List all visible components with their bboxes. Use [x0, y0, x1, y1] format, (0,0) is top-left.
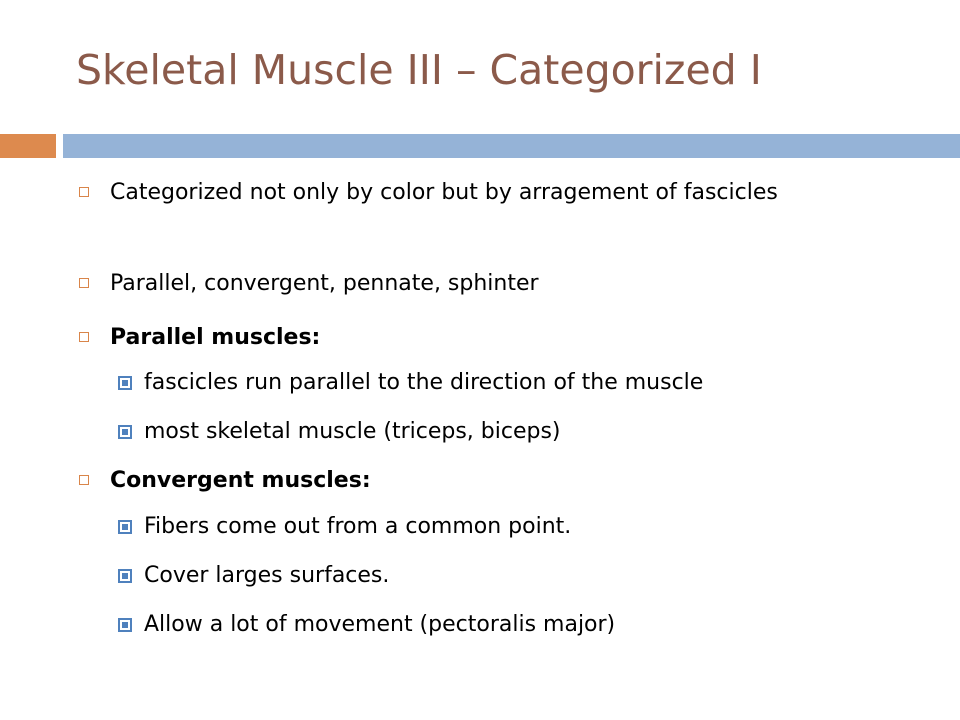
- filled-square-bullet-icon: [118, 425, 132, 439]
- sub-bullet-item: [116, 414, 896, 449]
- bullet-text: fascicles run parallel to the direction of the muscle: [144, 370, 704, 395]
- bullet-item: [76, 266, 886, 301]
- bullet-text: Cover larges surfaces.: [144, 563, 390, 588]
- square-bullet-icon: [79, 187, 89, 197]
- bullet-text: Convergent muscles:: [110, 468, 371, 493]
- bullet-text: Categorized not only by color but by arragement of fascicles: [110, 180, 778, 205]
- bullet-item: [76, 175, 886, 210]
- bullet-text: Fibers come out from a common point.: [144, 514, 572, 539]
- filled-square-bullet-icon: [118, 376, 132, 390]
- filled-square-bullet-icon: [118, 520, 132, 534]
- filled-square-bullet-icon: [118, 618, 132, 632]
- sub-bullet-item: [116, 607, 896, 642]
- bullet-text: Parallel muscles:: [110, 325, 321, 350]
- bullet-text: Parallel, convergent, pennate, sphinter: [110, 271, 539, 296]
- square-bullet-icon: [79, 332, 89, 342]
- slide-title: Skeletal Muscle III – Categorized I: [76, 46, 762, 94]
- sub-bullet-item: [116, 558, 896, 593]
- sub-bullet-item: [116, 509, 896, 544]
- sub-bullet-item: [116, 365, 896, 400]
- bullet-text: Allow a lot of movement (pectoralis major): [144, 612, 616, 637]
- bullet-item: [76, 463, 886, 498]
- bullet-text: most skeletal muscle (triceps, biceps): [144, 419, 561, 444]
- square-bullet-icon: [79, 475, 89, 485]
- filled-square-bullet-icon: [118, 569, 132, 583]
- square-bullet-icon: [79, 278, 89, 288]
- bullet-item: [76, 320, 886, 355]
